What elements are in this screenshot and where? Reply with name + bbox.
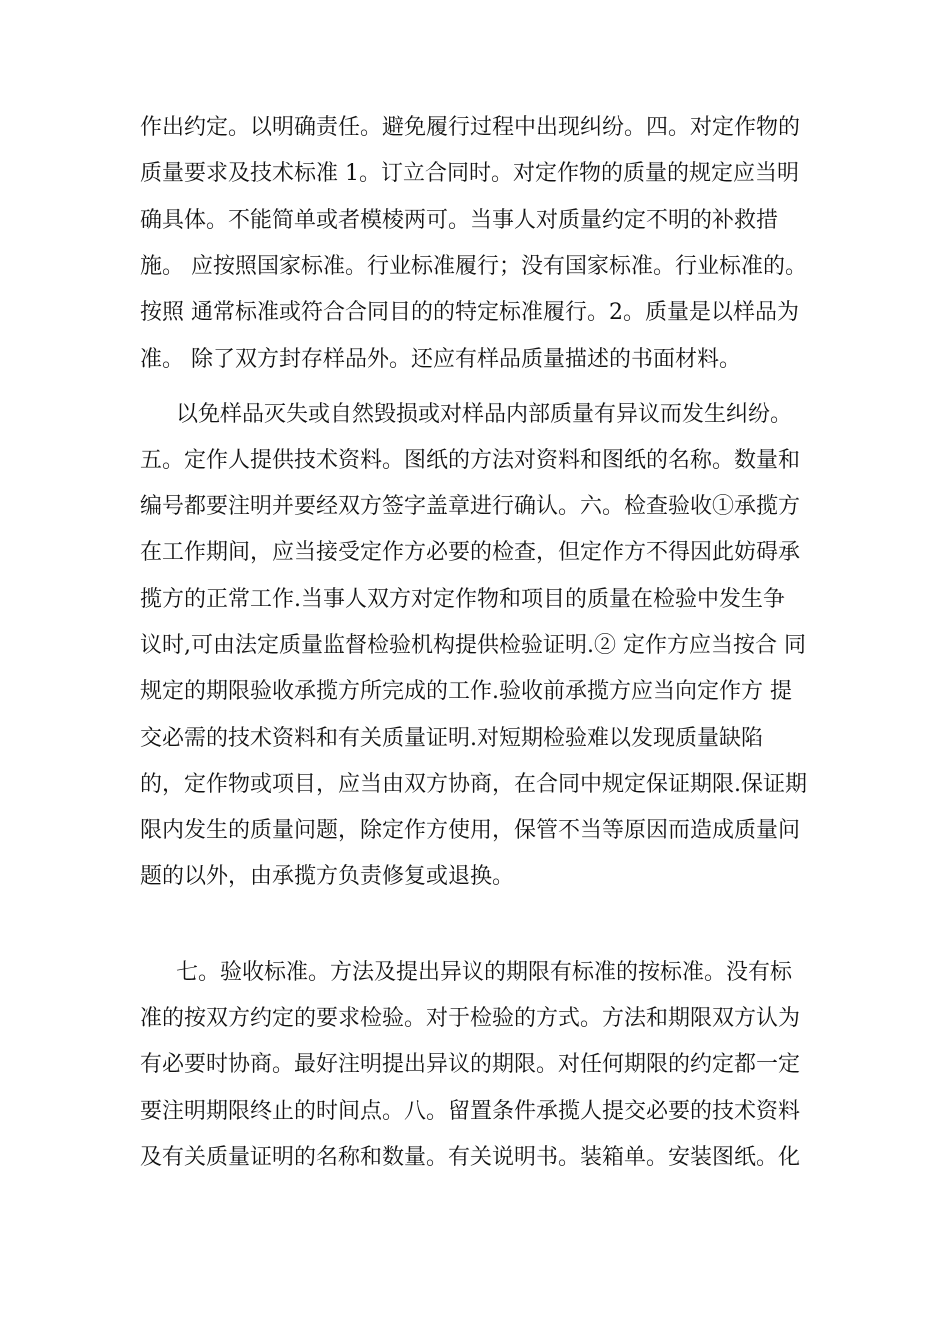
text-line: 的，定作物或项目，应当由双方协商，在合同中规定保证期限.保证期	[140, 772, 807, 797]
text-line: 准。 除了双方封存样品外。还应有样品质量描述的书面材料。	[140, 347, 741, 372]
text-line: 及有关质量证明的名称和数量。有关说明书。装箱单。安装图纸。化	[140, 1145, 801, 1170]
text-line: 按照 通常标准或符合合同目的的特定标准履行。2。质量是以样品为	[140, 300, 799, 325]
text-line: 题的以外，由承揽方负责修复或退换。	[140, 864, 515, 889]
text-line: 规定的期限验收承揽方所完成的工作.验收前承揽方应当向定作方 提	[140, 679, 792, 704]
text-line: 准的按双方约定的要求检验。对于检验的方式。方法和期限双方认为	[140, 1006, 801, 1031]
text-line: 五。定作人提供技术资料。图纸的方法对资料和图纸的名称。数量和	[140, 448, 801, 473]
text-line: 在工作期间，应当接受定作方必要的检查，但定作方不得因此妨碍承	[140, 540, 801, 565]
text-line: 编号都要注明并要经双方签字盖章进行确认。六。检查验收①承揽方	[140, 494, 801, 519]
text-line: 限内发生的质量问题，除定作方使用，保管不当等原因而造成质量问	[140, 818, 801, 843]
paragraph-first-line: 以免样品灭失或自然毁损或对样品内部质量有异议而发生纠纷。	[176, 402, 793, 427]
text-line: 交必需的技术资料和有关质量证明.对短期检验难以发现质量缺陷	[140, 726, 763, 751]
text-line: 议时,可由法定质量监督检验机构提供检验证明.② 定作方应当按合 同	[140, 633, 806, 658]
text-line: 要注明期限终止的时间点。八。留置条件承揽人提交必要的技术资料	[140, 1099, 801, 1124]
text-line: 质量要求及技术标准 1。订立合同时。对定作物的质量的规定应当明	[140, 161, 799, 186]
text-line: 有必要时协商。最好注明提出异议的期限。对任何期限的约定都一定	[140, 1052, 801, 1077]
paragraph-first-line: 七。验收标准。方法及提出异议的期限有标准的按标准。没有标	[176, 960, 793, 985]
text-line: 揽方的正常工作.当事人双方对定作物和项目的质量在检验中发生争	[140, 587, 785, 612]
text-line: 施。 应按照国家标准。行业标准履行；没有国家标准。行业标准的。	[140, 254, 807, 279]
text-line: 作出约定。以明确责任。避免履行过程中出现纠纷。四。对定作物的	[140, 115, 801, 140]
text-line: 确具体。不能简单或者模棱两可。当事人对质量约定不明的补救措	[140, 208, 779, 233]
